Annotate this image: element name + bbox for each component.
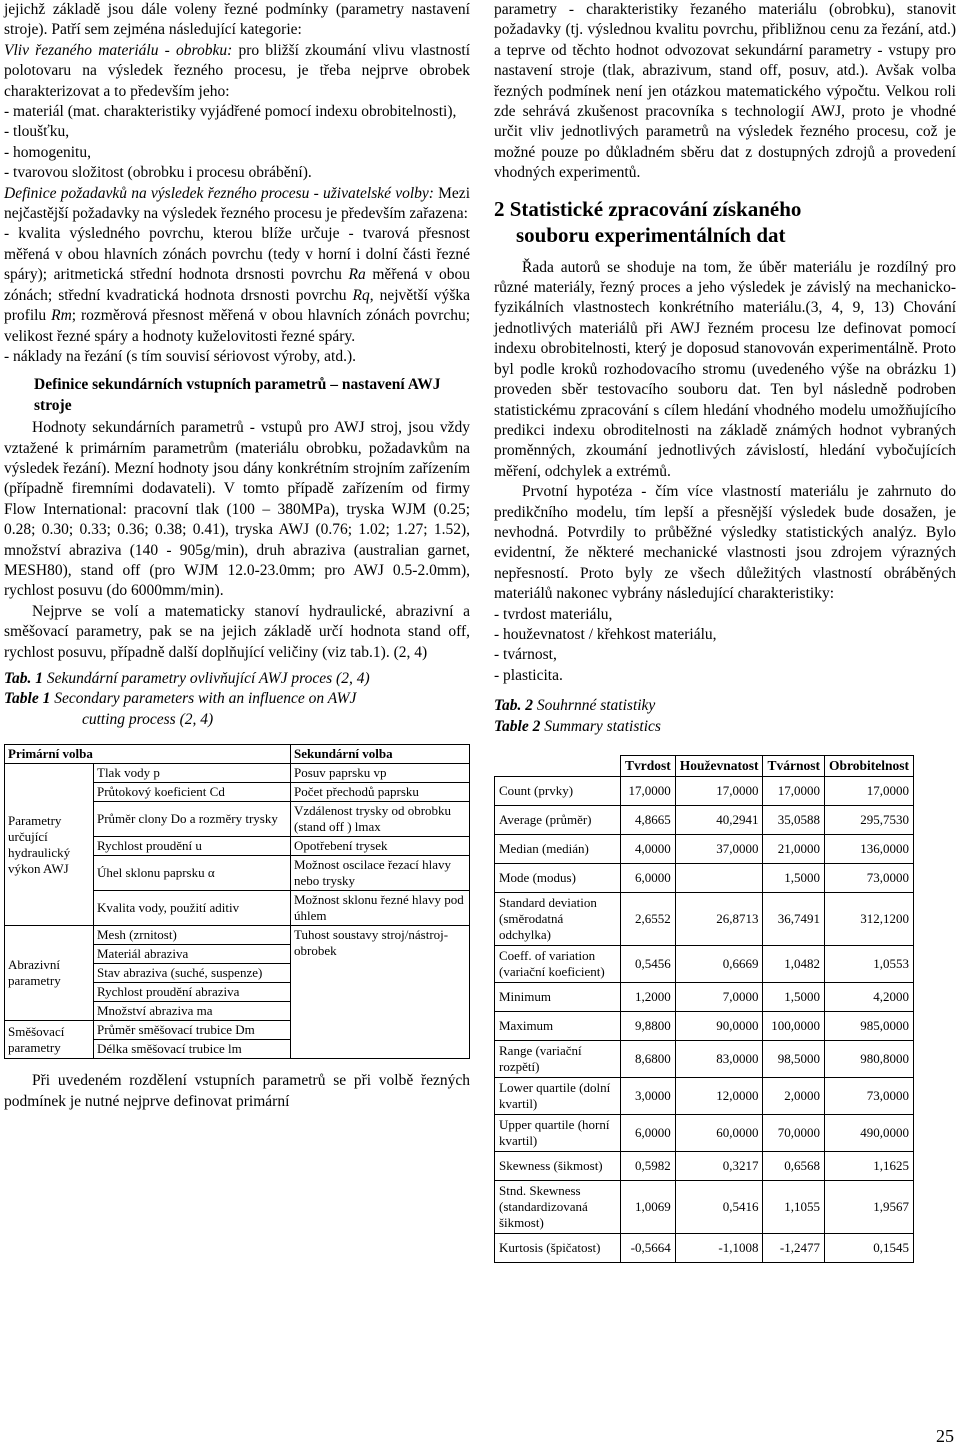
table-cell: 4,8665 xyxy=(620,806,675,835)
table-cell: 37,0000 xyxy=(675,835,763,864)
table-row xyxy=(495,777,914,806)
symbol: Ra xyxy=(348,266,366,284)
table-row xyxy=(495,1115,914,1152)
column-header: Tvrdost xyxy=(620,756,675,777)
paragraph: Hodnoty sekundárních parametrů - vstupů pro AWJ stroj, jsou vždy vztažené k primárním parametrům (materiálu obrobku, požadavkům na výsledek řezání). Mezní hodnoty jsou dány konkrétním strojním zařízením (případně firemními dodavateli). V tomto případě zařízením od firmy Flow International: pracovní tlak (100 – 380MPa), tryska WJM (0.25; 0.28; 0.30; 0.33; 0.36; 0.38; 0.41), tryska AWJ (0.76; 1.02; 1.27; 1.52), množství abraziva (140 - 905g/min), druh abraziva (australian garnet, MESH80), stand off (pro WJM 12.0-23.0mm; pro AWJ 0.5-2.0mm), rychlost posuvu (do 6000mm/min). xyxy=(4,419,470,600)
characteristics-list xyxy=(494,605,956,687)
list-item: - náklady na řezání (s tím souvisí sériovost výroby, atd.). xyxy=(4,347,356,365)
table-cell: Délka směšovací trubice lm xyxy=(94,1040,291,1059)
table-cell: 100,0000 xyxy=(763,1012,825,1041)
caption-text: Souhrnné statistiky xyxy=(533,697,656,715)
table-cell: Průměr směšovací trubice Dm xyxy=(94,1021,291,1040)
table-cell: 2,0000 xyxy=(763,1078,825,1115)
text: měřená v obou zónách; střední kvadratická hodnota drsnosti povrchu xyxy=(4,266,470,304)
text: ; rozměrová přesnost měřená v obou hlavních zónách povrchu; velikost řezné spáry a hodnoty kuželovitosti řezné spáry. xyxy=(4,307,471,345)
row-label: Lower quartile (dolní kvartil) xyxy=(495,1078,621,1115)
section-heading: Definice sekundárních vstupních parametrů – nastavení AWJ stroje xyxy=(34,376,441,414)
table-row xyxy=(495,893,914,946)
table-row xyxy=(495,864,914,893)
table-cell: 17,0000 xyxy=(620,777,675,806)
heading-line: souboru experimentálních dat xyxy=(516,222,786,247)
row-label: Count (prvky) xyxy=(495,777,621,806)
header-primary: Primární volba xyxy=(5,745,291,764)
column-header: Houževnatost xyxy=(675,756,763,777)
caption-label: Table 1 xyxy=(4,690,51,708)
table-cell: Počet přechodů paprsku xyxy=(291,783,470,802)
category-label: Vliv řezaného materiálu - obrobku: xyxy=(4,41,233,59)
row-label: Coeff. of variation (variační koeficient) xyxy=(495,946,621,983)
column-header: Tvárnost xyxy=(763,756,825,777)
table-row xyxy=(495,1181,914,1234)
list-item: - tvarovou složitost (obrobku i procesu obrábění). xyxy=(4,164,312,182)
paragraph: parametry - charakteristiky řezaného materiálu (obrobku), stanovit požadavky (tj. výslednou kvalitu povrchu, přibližnou cenu za řezání, atd.) a teprve od těchto hodnot odvozovat sekundární parametry - vstupy pro nastavení stroje (tlak, abrazivum, stand off, posuv, atd.). Avšak volba řezných podmínek není jen otázkou matematického výpočtu. Velkou roli zde sehrává zkušenost pracovníka s technologií AWJ, proto je vhodné určit vliv jednotlivých parametrů na výsledek řezného procesu, což je možné pouze po důkladném sběru dat z dostupných zdrojů a provedení vhodných experimentů. xyxy=(494,1,956,182)
table-cell: 73,0000 xyxy=(824,864,913,893)
caption-text: Summary statistics xyxy=(540,717,661,735)
row-label: Median (medián) xyxy=(495,835,621,864)
corner-cell xyxy=(495,756,621,777)
list-item: - homogenitu, xyxy=(4,143,91,161)
material-list xyxy=(4,102,470,184)
table-cell: Úhel sklonu paprsku α xyxy=(94,856,291,891)
table-cell: -1,1008 xyxy=(675,1234,763,1263)
summary-statistics-table xyxy=(494,755,914,1263)
row-label: Upper quartile (horní kvartil) xyxy=(495,1115,621,1152)
text: - kvalita výsledného povrchu, kterou blíže určuje - tvarová přesnost měřená v obou hlavních zónách povrchu (tedy v horní i dolní části řezné spáry); aritmetická střední hodnota drsnosti povrchu xyxy=(4,225,470,284)
table-cell: 35,0588 xyxy=(763,806,825,835)
table-caption xyxy=(4,669,470,730)
caption-label: Table 2 xyxy=(494,717,541,735)
row-label: Maximum xyxy=(495,1012,621,1041)
table-cell xyxy=(675,864,763,893)
table-cell: 6,0000 xyxy=(620,1115,675,1152)
table-cell: 0,5456 xyxy=(620,946,675,983)
table-cell: 1,0482 xyxy=(763,946,825,983)
table-row xyxy=(495,1078,914,1115)
symbol: Rm xyxy=(51,307,72,325)
page-number: 25 xyxy=(936,1426,954,1446)
table-cell: 312,1200 xyxy=(824,893,913,946)
table-cell: 2,6552 xyxy=(620,893,675,946)
symbol: Rq xyxy=(352,286,370,304)
category-label: Definice požadavků na výsledek řezného procesu - uživatelské volby: xyxy=(4,184,434,202)
table-body xyxy=(495,777,914,1263)
table-cell: -1,2477 xyxy=(763,1234,825,1263)
table-cell: Kvalita vody, použití aditiv xyxy=(94,891,291,926)
table-cell: 0,6568 xyxy=(763,1152,825,1181)
table-cell: 17,0000 xyxy=(824,777,913,806)
heading-line: 2 Statistické zpracování získaného xyxy=(494,196,802,221)
table-cell: -0,5664 xyxy=(620,1234,675,1263)
row-label: Kurtosis (špičatost) xyxy=(495,1234,621,1263)
group-label: Parametry určující hydraulický výkon AWJ xyxy=(5,764,94,926)
row-label: Stnd. Skewness (standardizovaná šikmost) xyxy=(495,1181,621,1234)
table-cell: 0,5982 xyxy=(620,1152,675,1181)
table-cell: 17,0000 xyxy=(763,777,825,806)
table-cell: 90,0000 xyxy=(675,1012,763,1041)
table-caption xyxy=(494,696,956,737)
table-cell: Stav abraziva (suché, suspenze) xyxy=(94,964,291,983)
paragraph: jejichž základě jsou dále voleny řezné podmínky (parametry nastavení stroje). Patří sem zejména následující kategorie: xyxy=(4,1,470,39)
row-label: Average (průměr) xyxy=(495,806,621,835)
row-label: Skewness (šikmost) xyxy=(495,1152,621,1181)
right-column xyxy=(494,0,956,1263)
paragraph: Prvotní hypotéza - čím více vlastností materiálu je zahrnuto do predikčního modelu, tím lepší a přesnější výsledek bude dosažen, je nevhodná. Potvrdily to průběžné výsledky statistických analýz. Bylo evidentní, že některé mechanické vlastnosti jsou zdrojem výrazných nepřesností. Proto byly ze všech důležitých vlastností obráběných materiálů nakonec vybrány následující charakteristiky: xyxy=(494,483,956,603)
table-cell: 73,0000 xyxy=(824,1078,913,1115)
table-row xyxy=(495,806,914,835)
table-cell: 83,0000 xyxy=(675,1041,763,1078)
table-cell: 7,0000 xyxy=(675,983,763,1012)
table-cell: 295,7530 xyxy=(824,806,913,835)
text: , největší výška profilu xyxy=(4,286,470,325)
table-cell: 3,0000 xyxy=(620,1078,675,1115)
table-cell: 0,5416 xyxy=(675,1181,763,1234)
table-row xyxy=(495,1041,914,1078)
list-item: - houževnatost / křehkost materiálu, xyxy=(494,625,717,643)
table-cell: Průtokový koeficient Cd xyxy=(94,783,291,802)
table-cell: 9,8800 xyxy=(620,1012,675,1041)
table-cell: Rychlost proudění abraziva xyxy=(94,983,291,1002)
table-cell: Tuhost soustavy stroj/nástroj-obrobek xyxy=(291,926,470,1059)
table-cell: Posuv paprsku vp xyxy=(291,764,470,783)
paragraph-text: Mezi nejčastější požadavky na výsledek řezného procesu je především zařazena: xyxy=(4,184,470,223)
table-cell: 4,0000 xyxy=(620,835,675,864)
table-row xyxy=(495,1012,914,1041)
table-cell: 12,0000 xyxy=(675,1078,763,1115)
table-cell: 1,2000 xyxy=(620,983,675,1012)
table-cell: 1,0069 xyxy=(620,1181,675,1234)
table-cell: 70,0000 xyxy=(763,1115,825,1152)
table-row xyxy=(495,835,914,864)
table-cell: 1,1055 xyxy=(763,1181,825,1234)
table-cell: 60,0000 xyxy=(675,1115,763,1152)
table-row xyxy=(495,983,914,1012)
table-cell: Průměr clony Do a rozměry trysky xyxy=(94,802,291,837)
row-label: Range (variační rozpětí) xyxy=(495,1041,621,1078)
section-heading xyxy=(494,196,956,248)
table-cell: Možnost sklonu řezné hlavy pod úhlem xyxy=(291,891,470,926)
table-cell: Vzdálenost trysky od obrobku (stand off ) lmax xyxy=(291,802,470,837)
table-cell: 21,0000 xyxy=(763,835,825,864)
caption-label: Tab. 1 xyxy=(4,670,44,687)
list-item: - tloušťku, xyxy=(4,123,70,141)
table-cell: Opotřebení trysek xyxy=(291,837,470,856)
table-cell: 26,8713 xyxy=(675,893,763,946)
group-label: Abrazivní parametry xyxy=(5,926,94,1021)
table-cell: 1,5000 xyxy=(763,864,825,893)
table-cell: 985,0000 xyxy=(824,1012,913,1041)
table-cell: 8,6800 xyxy=(620,1041,675,1078)
paragraph xyxy=(4,184,470,225)
table-row xyxy=(495,946,914,983)
paragraph-text: pro bližší zkoumání vlivu vlastností polotovaru na výsledek řezného procesu, je třeba nejprve obrobek charakterizovat a to především jeho: xyxy=(4,41,471,100)
table-cell: 17,0000 xyxy=(675,777,763,806)
caption-label: Tab. 2 xyxy=(494,697,534,715)
table-cell: 40,2941 xyxy=(675,806,763,835)
paragraph: Nejprve se volí a matematicky stanoví hydraulické, abrazivní a směšovací parametry, pak se na jejich základě určí hodnota stand off, rychlost posuvu, případně další doplňující veličiny (viz tab.1). (2, 4) xyxy=(4,602,470,661)
table-cell: 136,0000 xyxy=(824,835,913,864)
table-cell: 0,1545 xyxy=(824,1234,913,1263)
table-cell: 1,9567 xyxy=(824,1181,913,1234)
list-item: - tvrdost materiálu, xyxy=(494,605,613,623)
table-cell: 0,3217 xyxy=(675,1152,763,1181)
table-cell: 490,0000 xyxy=(824,1115,913,1152)
table-cell: 1,0553 xyxy=(824,946,913,983)
caption-text: Sekundární parametry ovlivňující AWJ proces (2, 4) xyxy=(43,670,370,687)
caption-text: cutting process (2, 4) xyxy=(82,710,214,728)
paragraph: Řada autorů se shoduje na tom, že úběr materiálu je rozdílný pro různé materiály, řezný proces a jeho výsledek je závislý na mechanicko-fyzikálních vlastnostech konkrétního materiálu.(3, 4, 9, 13) Chování jednotlivých materiálů při AWJ řezném procesu lze definovat pomocí indexu obrobitelnosti, který je doposud stanovován experimentálně. Proto byl podle kroků rozhodovacího stromu (uvedeného výše na obrázku 1) proveden sběr testovacího souboru dat. Ten byl následně podroben statistickému zpracování s cílem hledání vhodného modelu umožňujícího predikci indexu obroditelnosti na základě známých hodnot vybraných proměnných, zkoumání jednotlivých závislostí, hledání vybočujících měření, odchylek a extrémů. xyxy=(494,258,956,480)
left-column xyxy=(4,0,470,1112)
table-cell: 98,5000 xyxy=(763,1041,825,1078)
table-cell: 36,7491 xyxy=(763,893,825,946)
group-label: Směšovací parametry xyxy=(5,1021,94,1059)
row-label: Minimum xyxy=(495,983,621,1012)
header-secondary: Sekundární volba xyxy=(291,745,470,764)
list-item: - materiál (mat. charakteristiky vyjádřené pomocí indexu obrobitelnosti), xyxy=(4,103,457,121)
list-item xyxy=(4,224,470,346)
table-cell: Materiál abraziva xyxy=(94,945,291,964)
row-label: Standard deviation (směrodatná odchylka) xyxy=(495,893,621,946)
table-cell: Možnost oscilace řezací hlavy nebo trysky xyxy=(291,856,470,891)
secondary-parameters-table xyxy=(4,744,470,1059)
table-cell: 0,6669 xyxy=(675,946,763,983)
table-row xyxy=(495,1152,914,1181)
paragraph: Při uvedeném rozdělení vstupních parametrů se při volbě řezných podmínek je nutné nejprve definovat primární xyxy=(4,1072,470,1110)
table-cell: Množství abraziva ma xyxy=(94,1002,291,1021)
table-cell: Tlak vody p xyxy=(94,764,291,783)
table-cell: 4,2000 xyxy=(824,983,913,1012)
table-cell: 1,5000 xyxy=(763,983,825,1012)
table-cell: Mesh (zrnitost) xyxy=(94,926,291,945)
caption-text: Secondary parameters with an influence on AWJ xyxy=(50,690,357,708)
row-label: Mode (modus) xyxy=(495,864,621,893)
column-header: Obrobitelnost xyxy=(824,756,913,777)
table-cell: 1,1625 xyxy=(824,1152,913,1181)
list-item: - tvárnost, xyxy=(494,646,557,664)
paragraph xyxy=(4,41,470,102)
table-cell: 980,8000 xyxy=(824,1041,913,1078)
table-cell: Rychlost proudění u xyxy=(94,837,291,856)
table-cell: 6,0000 xyxy=(620,864,675,893)
list-item: - plasticita. xyxy=(494,666,563,684)
table-row xyxy=(495,1234,914,1263)
